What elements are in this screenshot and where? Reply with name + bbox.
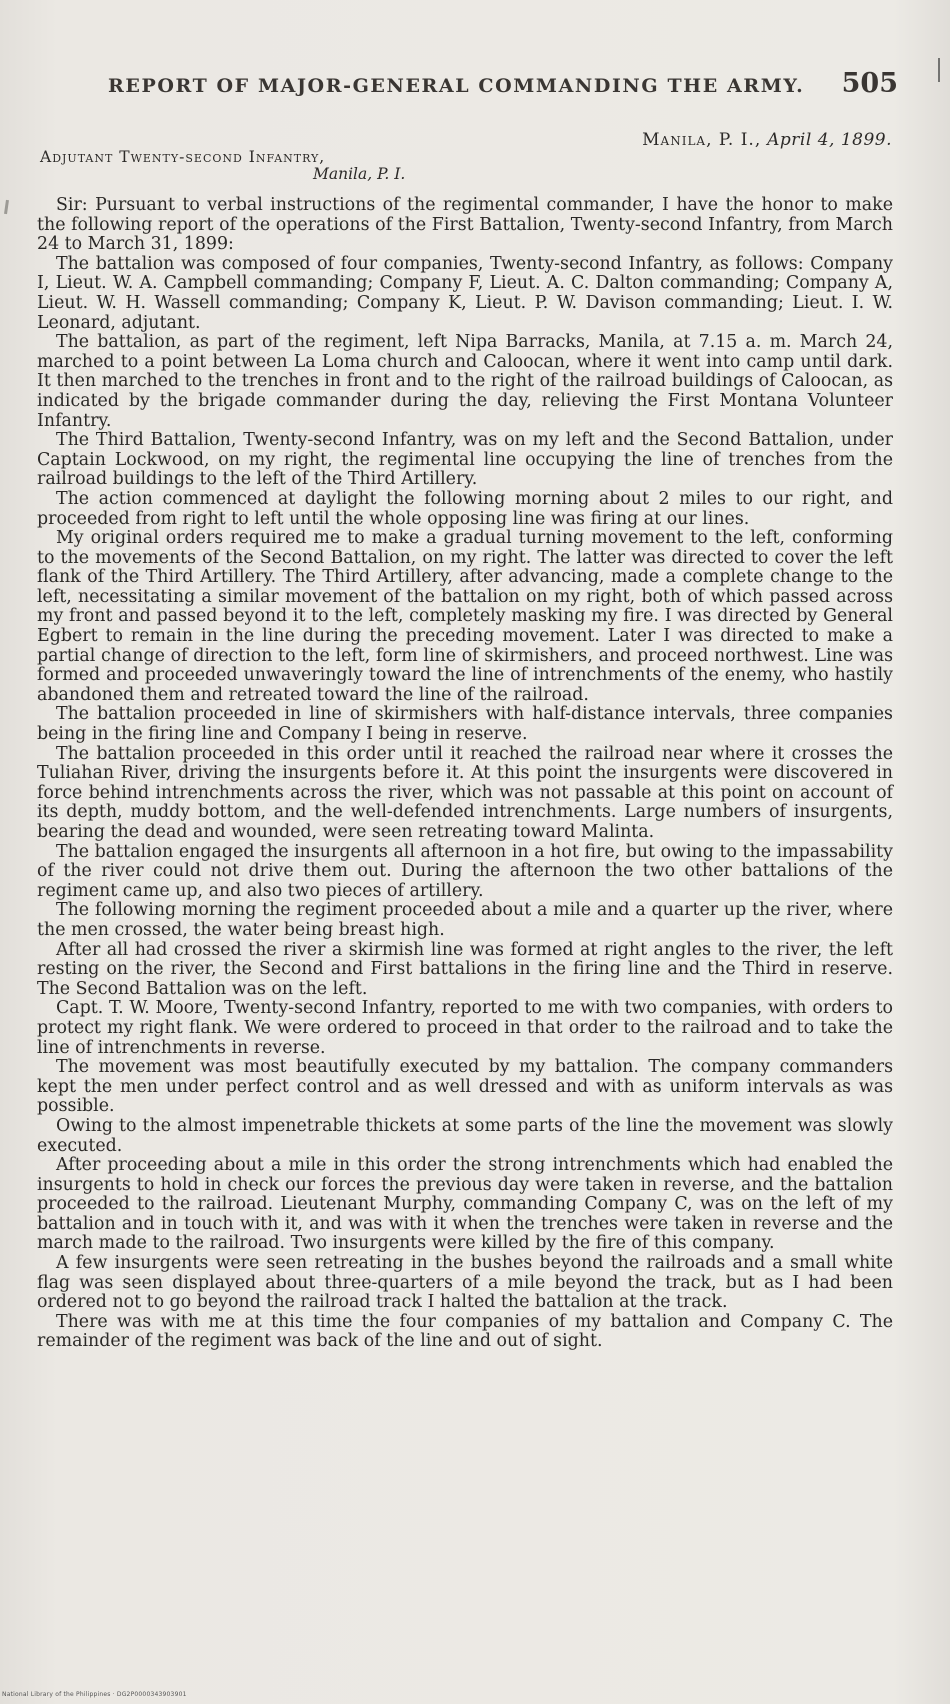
paragraph: The battalion proceeded in line of skirmishers with half-distance intervals, three companies being in the firing line and Company I being in reserve.	[37, 704, 893, 745]
paragraph: After all had crossed the river a skirmish line was formed at right angles to the river, the left resting on the river, the Second and First battalions in the firing line and the Third in reserve. The Second Battalion was on the left.	[37, 939, 893, 999]
paragraph: The battalion, as part of the regiment, left Nipa Barracks, Manila, at 7.15 a. m. March 24, marched to a point between La Loma church and Caloocan, where it went into camp until dark. It then marched to the trenches in front and to the right of the railroad buildings of Caloocan, as indicated by the brigade commander during the day, relieving the First Montana Volunteer Infantry.	[37, 332, 893, 431]
paragraph: After proceeding about a mile in this order the strong intrenchments which had enabled the insurgents to hold in check our forces the previous day were taken in reverse, and the battalion proceeded to the railroad. Lieutenant Murphy, commanding Company C, was on the left of my battalion and in touch with it, and was with it when the trenches were taken in reverse and the march made to the railroad. Two insurgents were killed by the fire of this company.	[37, 1155, 893, 1254]
paragraph: Capt. T. W. Moore, Twenty-second Infantry, reported to me with two companies, with orders to protect my right flank. We were ordered to proceed in that order to the railroad and to take the line of intrenchments in reverse.	[37, 998, 893, 1058]
paragraph: The movement was most beautifully executed by my battalion. The company commanders kept the men under perfect control and as well dressed and with as uniform intervals as was possible.	[37, 1057, 893, 1117]
margin-mark	[4, 200, 9, 214]
addressee-block	[40, 148, 540, 183]
paragraph: The battalion engaged the insurgents all afternoon in a hot fire, but owing to the impassability of the river could not drive them out. During the afternoon the two other battalions of the regiment came up, and also two pieces of artillery.	[37, 841, 893, 901]
page-edge-mark	[938, 58, 940, 82]
paragraph: The battalion was composed of four companies, Twenty-second Infantry, as follows: Company I, Lieut. W. A. Campbell commanding; Company F, Lieut. A. C. Dalton commanding; Company A, Lieut. W. H. Wassell commanding; Company K, Lieut. P. W. Davison commanding; Lieut. I. W. Leonard, adjutant.	[37, 253, 893, 333]
paragraph: The battalion proceeded in this order until it reached the railroad near where it crosses the Tuliahan River, driving the insurgents before it. At this point the insurgents were discovered in force behind intrenchments across the river, which was not passable at this point on account of its depth, muddy bottom, and the well-defended intrenchments. Large numbers of insurgents, bearing the dead and wounded, were seen retreating toward Malinta.	[37, 743, 893, 842]
paragraph: The following morning the regiment proceeded about a mile and a quarter up the river, where the men crossed, the water being breast high.	[37, 900, 893, 940]
paragraph: The action commenced at daylight the following morning about 2 miles to our right, and proceeded from right to left until the whole opposing line was firing at our lines.	[37, 488, 893, 529]
addressee-location: Manila, P. I.	[313, 165, 406, 183]
paragraph: Sir: Pursuant to verbal instructions of the regimental commander, I have the honor to make the following report of the operations of the First Battalion, Twenty-second Infantry, from March 24 to March 31, 1899:	[37, 195, 893, 255]
paragraph: There was with me at this time the four companies of my battalion and Company C. The remainder of the regiment was back of the line and out of sight.	[37, 1311, 893, 1352]
dateline-date: April 4, 1899.	[767, 130, 892, 150]
running-header	[108, 68, 898, 99]
paragraph: Owing to the almost impenetrable thickets at some parts of the line the movement was slowly executed.	[37, 1115, 893, 1156]
page-number: 505	[841, 68, 898, 99]
dateline-place: Manila, P. I.,	[642, 130, 762, 150]
paragraph: The Third Battalion, Twenty-second Infantry, was on my left and the Second Battalion, under Captain Lockwood, on my right, the regimental line occupying the line of trenches from the railroad buildings to the left of the Third Artillery.	[37, 430, 893, 490]
running-title: REPORT OF MAJOR-GENERAL COMMANDING THE ARMY.	[108, 75, 805, 97]
paragraph: My original orders required me to make a gradual turning movement to the left, conforming to the movements of the Second Battalion, on my right. The latter was directed to cover the left flank of the Third Artillery. The Third Artillery, after advancing, made a complete change to the left, necessitating a similar movement of the battalion on my right, both of which passed across my front and passed beyond it to the left, completely masking my fire. I was directed by General Egbert to remain in the line during the preceding movement. Later I was directed to make a partial change of direction to the left, form line of skirmishers, and proceed northwest. Line was formed and proceeded unwaveringly toward the line of intrenchments of the enemy, who hastily abandoned them and retreated toward the line of the railroad.	[37, 528, 893, 705]
dateline	[642, 130, 892, 150]
paragraph: A few insurgents were seen retreating in the bushes beyond the railroads and a small white flag was seen displayed about three-quarters of a mile beyond the track, but as I had been ordered not to go beyond the railroad track I halted the battalion at the track.	[37, 1253, 893, 1313]
report-body	[37, 196, 893, 1352]
addressee-title: Adjutant Twenty-second Infantry,	[40, 148, 326, 166]
scan-footer-note: National Library of the Philippines · DG2P0000343903901	[2, 1691, 187, 1698]
